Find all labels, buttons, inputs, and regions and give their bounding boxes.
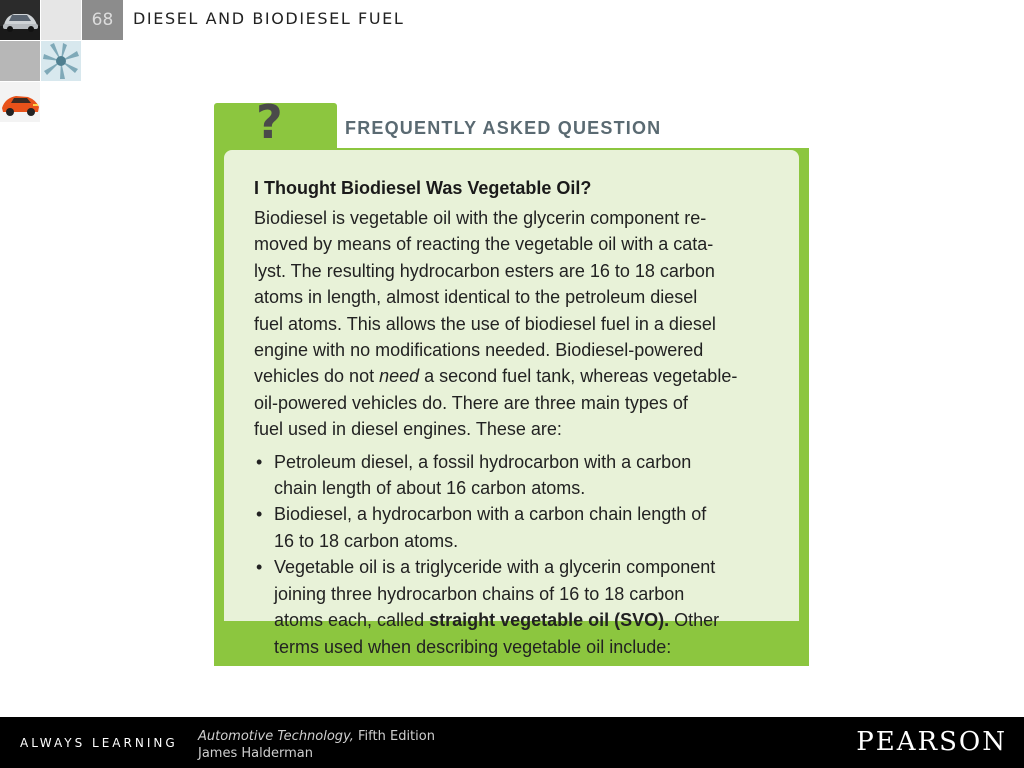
list-item <box>254 554 779 660</box>
paragraph-line: moved by means of reacting the vegetable oil with a cata- <box>254 234 714 255</box>
paragraph-line: lyst. The resulting hydrocarbon esters are 16 to 18 carbon <box>254 260 715 281</box>
paragraph-line: engine with no modifications needed. Biodiesel-powered <box>254 340 704 361</box>
book-title: Automotive Technology, <box>198 729 354 744</box>
list-item <box>254 501 779 554</box>
emphasis-text: need <box>379 366 420 387</box>
list-item-line: terms used when describing vegetable oil include: <box>274 636 672 657</box>
book-info <box>198 728 435 762</box>
faq-heading: I Thought Biodiesel Was Vegetable Oil? <box>254 178 592 198</box>
chapter-title: DIESEL AND BIODIESEL FUEL <box>133 9 405 28</box>
pearson-logo: PEARSON <box>856 727 1007 757</box>
orange-sports-car-thumbnail <box>0 82 40 122</box>
list-item <box>254 449 779 502</box>
page-number: 68 <box>82 0 123 40</box>
footer-tagline: ALWAYS LEARNING <box>20 736 178 750</box>
paragraph-line <box>254 363 779 389</box>
question-mark-icon: ? <box>256 95 283 149</box>
line-text: Other <box>669 610 720 631</box>
book-author: James Halderman <box>198 746 313 761</box>
fuel-types-list <box>254 449 779 660</box>
book-title-line <box>198 728 435 745</box>
turbine-thumbnail <box>41 41 81 81</box>
list-item-line: • Petroleum diesel, a fossil hydrocarbon with a carbon <box>274 451 692 472</box>
line-text: a second fuel tank, whereas vegetable- <box>419 366 738 387</box>
footer <box>0 717 1024 768</box>
list-item-line: 16 to 18 carbon atoms. <box>274 530 459 551</box>
list-item-line: • Biodiesel, a hydrocarbon with a carbon chain length of <box>274 504 707 525</box>
paragraph-line: atoms in length, almost identical to the petroleum diesel <box>254 287 698 308</box>
list-item-line: • Vegetable oil is a triglyceride with a glycerin component <box>274 557 716 578</box>
bold-term: straight vegetable oil (SVO). <box>429 610 670 631</box>
paragraph-line: oil-powered vehicles do. There are three main types of <box>254 392 688 413</box>
list-item-line: chain length of about 16 carbon atoms. <box>274 478 586 499</box>
paragraph-line: fuel used in diesel engines. These are: <box>254 419 562 440</box>
book-edition: Fifth Edition <box>353 729 435 744</box>
paragraph-line: fuel atoms. This allows the use of biodiesel fuel in a diesel <box>254 313 716 334</box>
silver-car-thumbnail <box>0 0 40 40</box>
gray-thumbnail <box>0 41 40 81</box>
gray-thumbnail <box>41 0 81 40</box>
list-item-line <box>274 607 779 633</box>
faq-tab <box>214 95 337 153</box>
faq-box <box>214 95 809 666</box>
faq-content <box>254 175 779 660</box>
faq-paragraph <box>254 205 779 443</box>
line-text: atoms each, called <box>274 610 430 631</box>
line-text: vehicles do not <box>254 366 380 387</box>
list-item-line: joining three hydrocarbon chains of 16 to 18 carbon <box>274 583 685 604</box>
paragraph-line: Biodiesel is vegetable oil with the glycerin component re- <box>254 208 707 228</box>
faq-label: FREQUENTLY ASKED QUESTION <box>345 118 662 138</box>
